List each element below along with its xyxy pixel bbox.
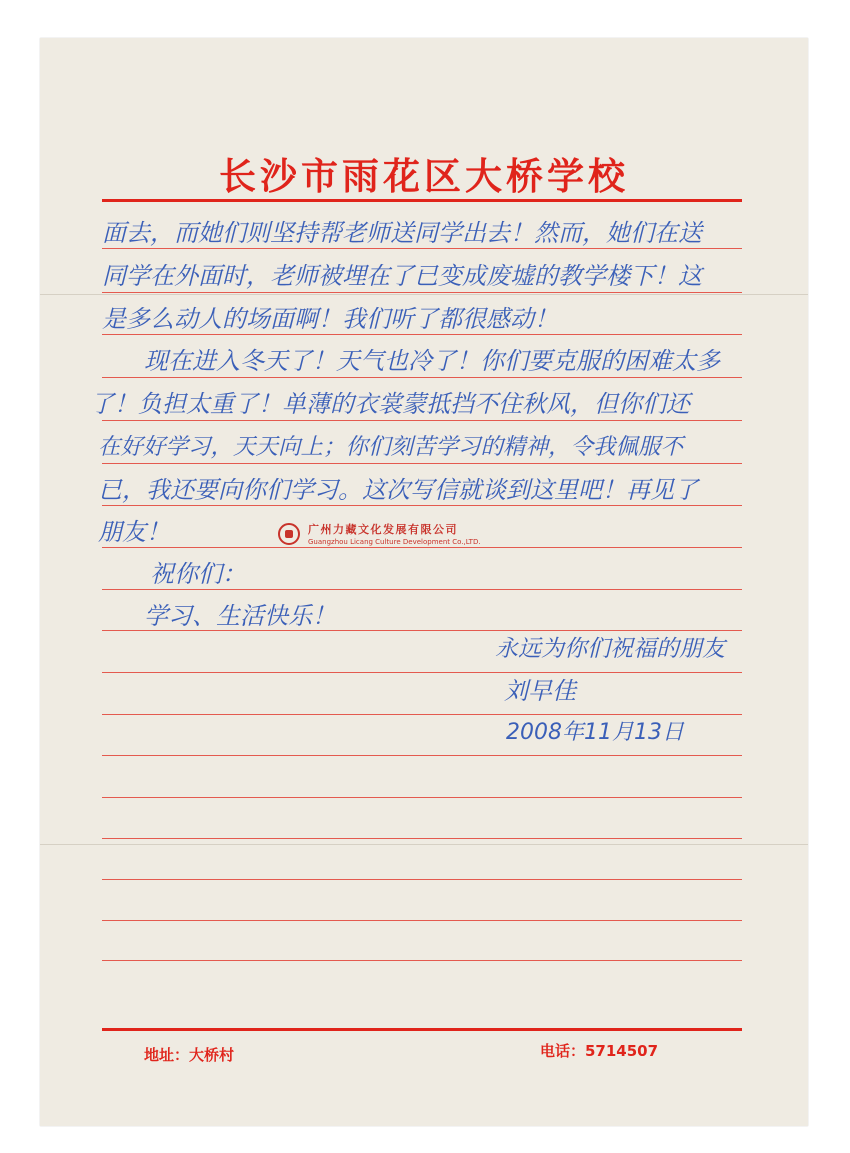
ruled-line [102,463,742,464]
ruled-line [102,589,742,590]
watermark-company-cn: 广州力藏文化发展有限公司 [308,523,458,536]
ruled-line [102,960,742,961]
letter-line-1: 面去，而她们则坚持帮老师送同学出去！然而，她们在送 [102,219,702,247]
letter-date: 2008年11月13日 [506,720,684,745]
footer-rule [102,1028,742,1031]
letter-salutation: 祝你们： [150,560,246,588]
company-logo-icon [278,523,300,545]
letter-signoff: 永远为你们祝福的朋友 [495,636,725,662]
letterhead-rule [102,199,742,202]
ruled-line [102,420,742,421]
ruled-line [102,838,742,839]
watermark-company-en: Guangzhou Licang Culture Development Co.,LTD. [308,538,481,546]
ruled-line [102,755,742,756]
paper-fold [40,844,808,845]
footer-phone: 电话：5714507 [540,1042,659,1060]
letter-line-2: 同学在外面时，老师被埋在了已变成废墟的教学楼下！这 [102,262,702,290]
ruled-line [102,505,742,506]
letterhead-title: 长沙市雨花区大桥学校 [219,155,629,198]
letter-signature: 刘早佳 [504,677,576,705]
letter-line-6: 在好好学习，天天向上；你们刻苦学习的精神，令我佩服不 [98,434,684,460]
ruled-line [102,797,742,798]
watermark [278,519,508,559]
letter-line-4: 现在进入冬天了！天气也冷了！你们要克服的困难太多 [144,347,720,375]
letter-line-5: 了！负担太重了！单薄的衣裳蒙抵挡不住秋风，但你们还 [90,390,690,418]
ruled-line [102,377,742,378]
ruled-line [102,248,742,249]
ruled-line [102,714,742,715]
ruled-line [102,672,742,673]
ruled-line [102,292,742,293]
letter-paper [40,38,808,1126]
footer-address: 地址：大桥村 [144,1046,235,1064]
ruled-line [102,879,742,880]
letter-line-7: 已，我还要向你们学习。这次写信就谈到这里吧！再见了 [98,476,698,504]
letter-wish: 学习、生活快乐！ [144,602,336,630]
letter-line-3: 是多么动人的场面啊！我们听了都很感动！ [102,305,558,333]
paper-fold [40,294,808,295]
ruled-line [102,334,742,335]
letter-line-8: 朋友！ [98,518,170,546]
ruled-line [102,920,742,921]
